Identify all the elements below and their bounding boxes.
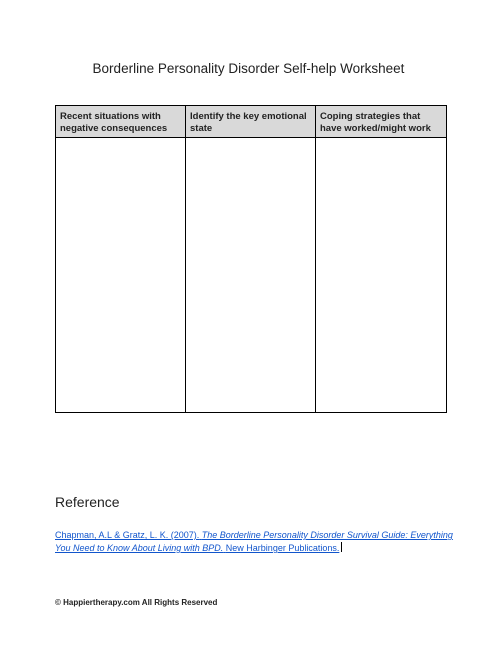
reference-citation-link[interactable] <box>55 529 455 555</box>
column-header-emotional-state: Identify the key emotional state <box>186 106 316 138</box>
text-cursor <box>341 542 342 552</box>
citation-authors: Chapman, A.L & Gratz, L. K. (2007). <box>55 530 200 540</box>
column-header-situations: Recent situations with negative consequences <box>56 106 186 138</box>
reference-heading: Reference <box>55 494 120 510</box>
copyright-footer: © Happiertherapy.com All Rights Reserved <box>55 598 218 607</box>
coping-strategies-cell[interactable] <box>316 138 447 413</box>
citation-publisher: New Harbinger Publications. <box>225 543 340 553</box>
worksheet-title: Borderline Personality Disorder Self-help Worksheet <box>92 61 405 76</box>
worksheet-table <box>55 105 447 413</box>
column-header-coping-strategies: Coping strategies that have worked/might work <box>316 106 447 138</box>
table-row <box>56 138 447 413</box>
situations-cell[interactable] <box>56 138 186 413</box>
citation-book-title: The Borderline Personality Disorder Survival Guide: Everything You Need to Know About Living with BPD. <box>55 530 453 553</box>
table-header-row <box>56 106 447 138</box>
emotional-state-cell[interactable] <box>186 138 316 413</box>
